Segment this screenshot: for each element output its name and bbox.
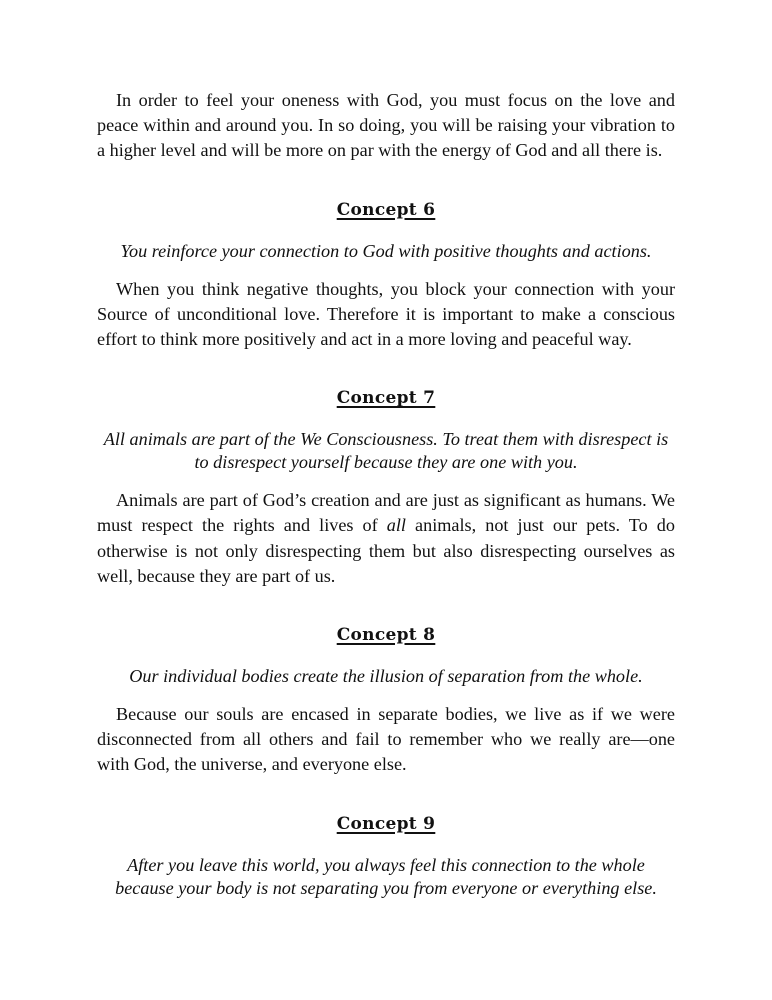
- concept-9-heading: Concept 9: [336, 813, 436, 834]
- concept-7-paragraph-before: Animals are part of God’s creation and are just as significant as humans. We must respect the rights and lives of: [97, 490, 675, 536]
- concept-7-paragraph-after: animals, not just our pets. To do otherwise is not only disrespecting them but also disrespecting ourselves as well, because they are part of us.: [97, 515, 675, 586]
- concept-8-quote: Our individual bodies create the illusion of separation from the whole.: [129, 666, 643, 687]
- concept-7-paragraph-emphasis: all: [386, 515, 406, 536]
- intro-paragraph: In order to feel your oneness with God, you must focus on the love and peace within and around you. In so doing, you will be raising your vibration to a higher level and will be more on par with the energy of God and all there is.: [97, 90, 675, 161]
- concept-7-quote: All animals are part of the We Consciousness. To treat them with disrespect is to disrespect yourself because they are one with you.: [103, 429, 669, 473]
- concept-6-quote: You reinforce your connection to God with positive thoughts and actions.: [120, 240, 652, 261]
- book-page: [97, 88, 675, 900]
- concept-8-paragraph: Because our souls are encased in separate bodies, we live as if we were disconnected from all others and fail to remember who we really are—one with God, the universe, and everyone else.: [97, 704, 675, 775]
- concept-6-paragraph: When you think negative thoughts, you block your connection with your Source of unconditional love. Therefore it is important to make a conscious effort to think more positively and act in a more loving and peaceful way.: [97, 278, 675, 350]
- concept-7-heading: Concept 7: [336, 388, 436, 409]
- concept-8-heading: Concept 8: [336, 625, 436, 646]
- concept-6-heading: Concept 6: [336, 199, 436, 220]
- concept-7-paragraph: [97, 488, 675, 589]
- concept-9-quote: After you leave this world, you always feel this connection to the whole because your body is not separating you from everyone or everything else.: [115, 854, 657, 898]
